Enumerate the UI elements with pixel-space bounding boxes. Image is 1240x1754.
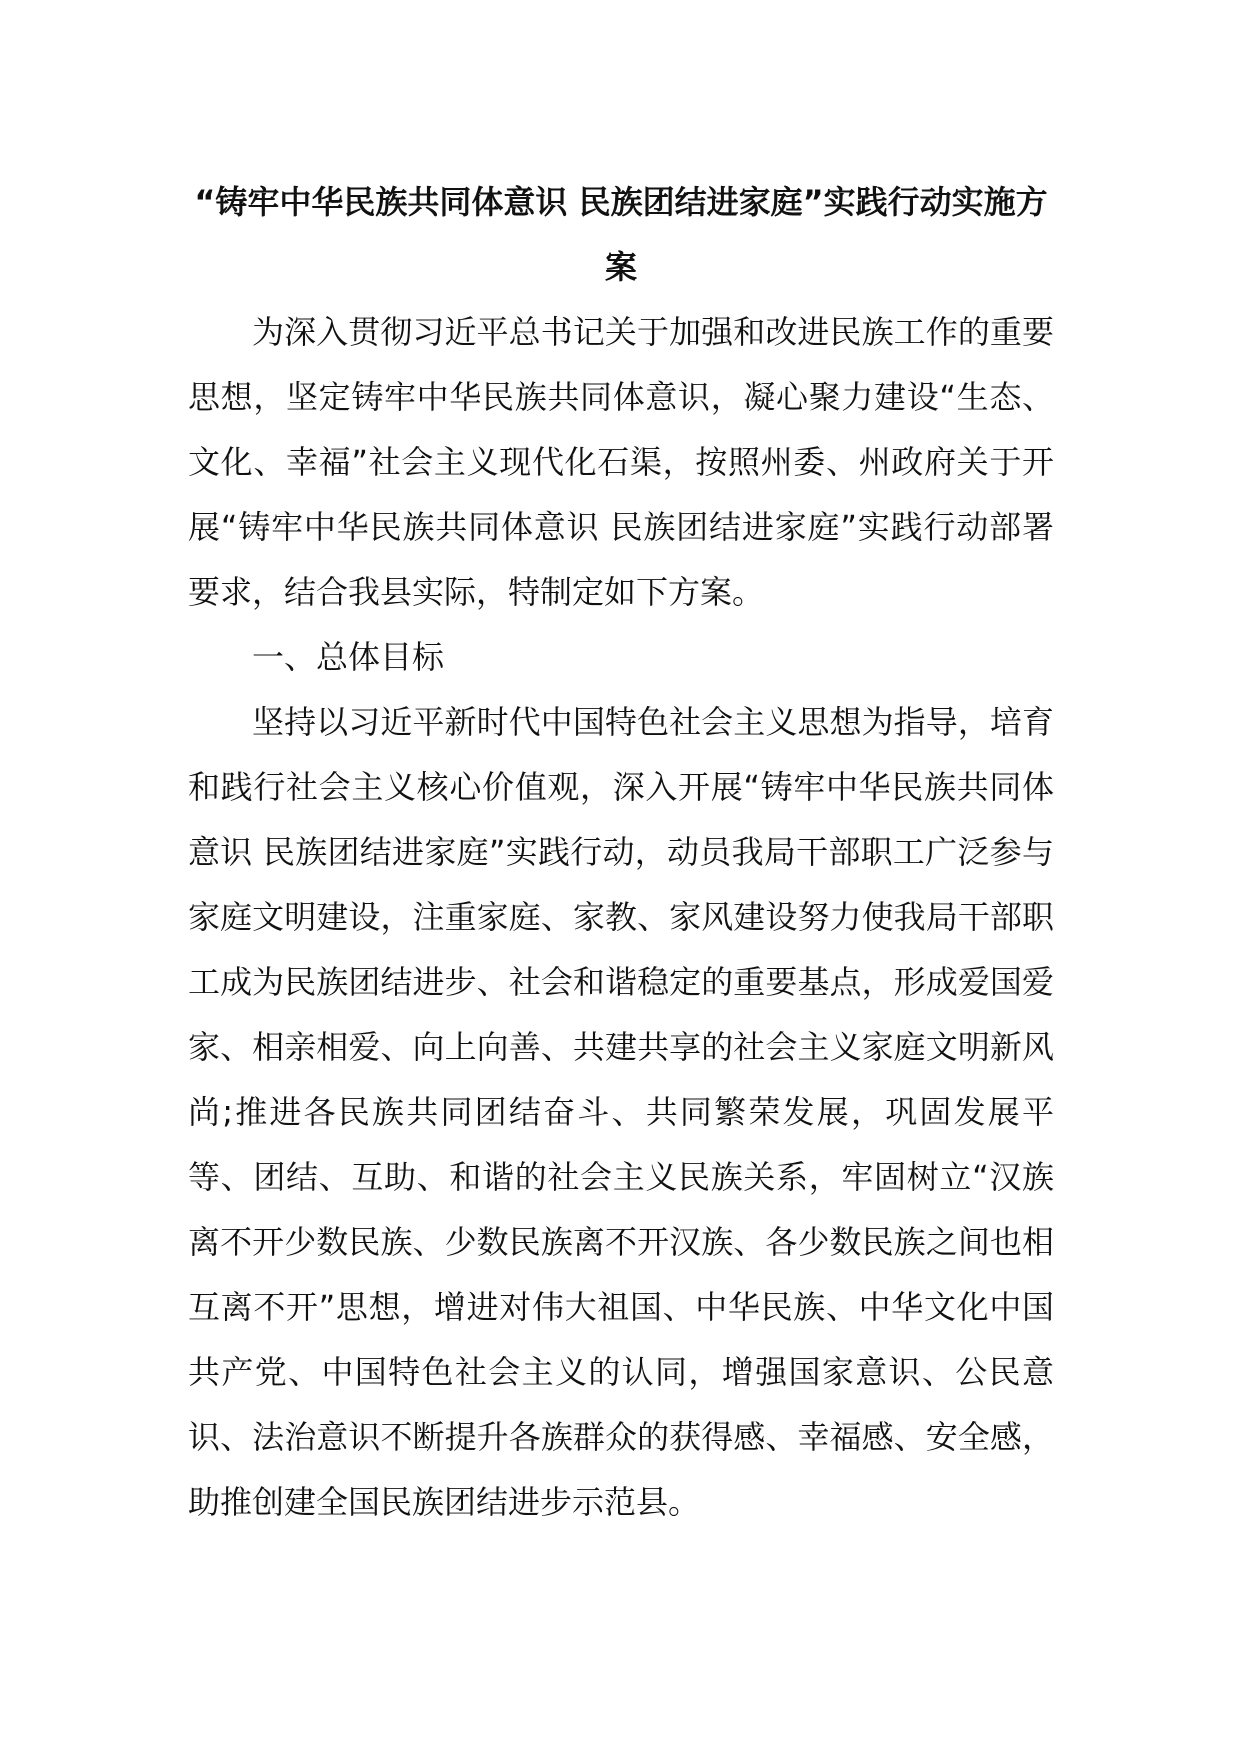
section-body-overall-goal: 坚持以习近平新时代中国特色社会主义思想为指导，培育和践行社会主义核心价值观，深入开展“铸牢中华民族共同体意识 民族团结进家庭”实践行动，动员我局干部职工广泛参与家庭文明建设，注重家庭、家教、家风建设努力使我局干部职工成为民族团结进步、社会和谐稳定的重要基点，形成爱国爱家、相亲相爱、向上向善、共建共享的社会主义家庭文明新风尚;推进各民族共同团结奋斗、共同繁荣发展，巩固发展平等、团结、互助、和谐的社会主义民族关系，牢固树立“汉族离不开少数民族、少数民族离不开汉族、各少数民族之间也相互离不开”思想，增进对伟大祖国、中华民族、中华文化中国共产党、中国特色社会主义的认同，增强国家意识、公民意识、法治意识不断提升各族群众的获得感、幸福感、安全感，助推创建全国民族团结进步示范县。 <box>188 703 1054 1521</box>
section-heading-overall-goal: 一、总体目标 <box>252 638 445 676</box>
document-title: “铸牢中华民族共同体意识 民族团结进家庭”实践行动实施方案 <box>194 183 1048 286</box>
document-body <box>188 170 1054 1535</box>
intro-paragraph: 为深入贯彻习近平总书记关于加强和改进民族工作的重要思想，坚定铸牢中华民族共同体意识，凝心聚力建设“生态、文化、幸福”社会主义现代化石渠，按照州委、州政府关于开展“铸牢中华民族共同体意识 民族团结进家庭”实践行动部署要求，结合我县实际，特制定如下方案。 <box>188 313 1054 611</box>
